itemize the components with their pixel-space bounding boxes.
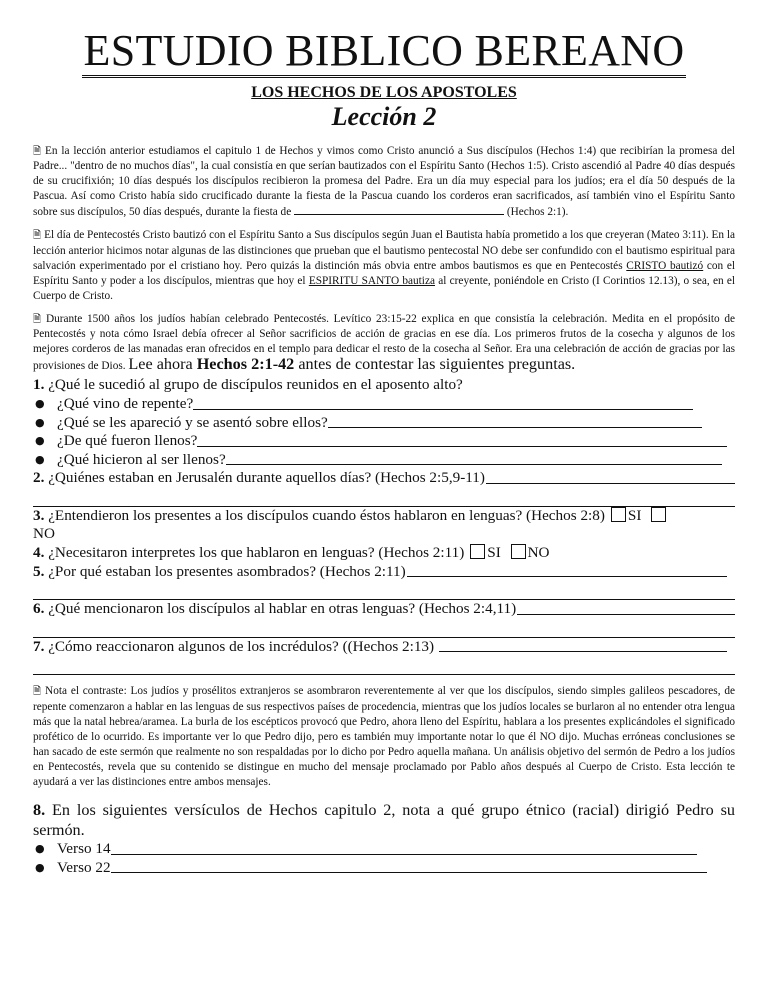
history-text: Durante 1500 años los judíos habían celebrado Pentecostés. Levítico 23:15-22 explica en que consistía la celebración. Medita en el propósito de Pentecostés y nota cómo Israel debía ofrecer al Señor sacrificios de acción de gracias en ese día. Los primeros frutos de la cosecha y algunos de los mejores corderos de las manadas eran ofrecidos en el templo para dedicar el resto de la cosecha al Señor. Era una celebración de acción de gracias por las provisiones de Dios. <box>33 312 735 373</box>
espiritu-bautiza-underline: ESPIRITU SANTO bautiza <box>308 274 435 287</box>
read-instruction: Lee ahora Hechos 2:1-42 antes de contestar las siguientes preguntas. <box>128 355 576 374</box>
answer-line[interactable] <box>517 614 735 615</box>
worksheet-page <box>33 28 735 877</box>
header <box>33 28 735 130</box>
answer-line[interactable] <box>33 488 735 507</box>
questions-section <box>33 376 735 675</box>
lesson-title: Lección 2 <box>331 102 437 131</box>
bullet-dot: ● <box>35 396 45 410</box>
no-checkbox[interactable] <box>511 544 526 559</box>
question-8: 8. En los siguientes versículos de Hechos capitulo 2, nota a qué grupo étnico (racial) dirigió Pedro su sermón. <box>33 801 736 840</box>
pentecost-text-a: El día de Pentecostés Cristo bautizó con el Espíritu Santo a Sus discípulos según Juan el Bautista había prometido a los que creyeran (Mateo 3:11). En la lección anterior hicimos notar algunas de las distinciones que prueban que el bautismo pentecostal NO debe ser confundido con el bautismo espiritual para salvación experimentado por el cristiano hoy. Pero quizás la distinción más obvia entre ambos bautismos es que en Pentecostés <box>33 229 736 272</box>
document-icon: 🗎 <box>33 146 43 157</box>
document-icon: 🗎 <box>33 230 42 242</box>
no-checkbox[interactable] <box>651 507 666 522</box>
book-subtitle: LOS HECHOS DE LOS APOSTOLES <box>251 84 517 101</box>
bullet-dot: ● <box>35 434 45 448</box>
bullet-dot: ● <box>35 842 45 856</box>
answer-line[interactable] <box>111 872 707 873</box>
document-icon: 🗎 <box>33 313 43 325</box>
question-2: 2. ¿Quiénes estaban en Jerusalén durante aquellos días? (Hechos 2:5,9-11) <box>33 469 735 488</box>
pentecost-text-b: con el Espíritu Santo y poder a los discípulos, mientras que hoy el <box>33 259 736 287</box>
intro-text: En la lección anterior estudiamos el capitulo 1 de Hechos y vimos como Cristo anunció a Sus discípulos (Hechos 1:4) que recibirían la promesa del Padre... "dentro de no muchos días", la cual consistía en que serían bautizados con el Espíritu Santo (Hechos 1:5). Cristo ascendió al Padre 40 días después de su crucifixión; 10 días después los discípulos recibieron la promesa del Padre. Era un día muy especial para los judíos; era el día 50 después de la Pascua. Así como Cristo había sido crucificado durante la fiesta de la Pascua cuando los corderos eran sacrificados, así también vino el Espíritu Santo sobre sus discípulos, 50 días después, durante la fiesta de <box>33 145 735 219</box>
pentecost-text-c: al creyente, poniéndole en Cristo (I Corintios 12.13), o sea, en el Cuerpo de Cristo. <box>33 274 736 302</box>
answer-line[interactable] <box>33 581 735 600</box>
yes-checkbox[interactable] <box>611 507 626 522</box>
question-6: 6. ¿Qué mencionaron los discípulos al hablar en otras lenguas? (Hechos 2:4,11) <box>33 600 735 619</box>
question-8-section <box>33 800 735 877</box>
question-3: 3. ¿Entendieron los presentes a los discípulos cuando éstos hablaron en lenguas? (Hechos 2:8) SI NO <box>33 507 735 544</box>
answer-line[interactable] <box>328 427 702 428</box>
contrast-note <box>33 684 735 790</box>
answer-line[interactable] <box>486 483 735 484</box>
history-paragraph <box>33 312 735 374</box>
answer-line[interactable] <box>111 854 697 855</box>
document-icon: 🗎 <box>33 686 43 698</box>
question-1d: ● ¿Qué hicieron al ser llenos? <box>33 451 735 470</box>
intro-paragraph <box>33 144 735 220</box>
question-5: 5. ¿Por qué estaban los presentes asombrados? (Hechos 2:11) <box>33 563 735 582</box>
contrast-note-text: Nota el contraste: Los judíos y prosélitos extranjeros se asombraron reverentemente al ver que los discípulos, siendo simples galileos pescadores, de repente comenzaron a hablar en las lenguas de sus respectivos países de procedencia, mientras que los judíos locales se burlaron al no entender otra lengua más que la natal hebrea/aramea. La burla de los escépticos provocó que Pedro, ahora lleno del Espíritu, hablara a los presentes explicándoles el significado profético de lo ocurrido. Es importante ver lo que Pedro dijo, pero es también muy importante notar lo que él NO dijo. Muchas erróneas conclusiones se han sacado de este sermón que realmente no son respaldadas por lo dicho por Pedro aquella mañana. Un análisis objetivo del sermón de Pedro a los judíos en Pentecostés, revela que su contenido se distingue en mucho del mensaje proclamado por Pablo años después al Cuerpo de Cristo. Esta lección te ayudará a ver las distinciones entre ambos mensajes. <box>33 685 735 788</box>
bullet-dot: ● <box>35 415 45 429</box>
read-reference: Hechos 2:1-42 <box>196 355 295 374</box>
bullet-dot: ● <box>35 860 45 874</box>
answer-line[interactable] <box>439 651 727 652</box>
intro-ref: (Hechos 2:1). <box>506 206 569 219</box>
page-title: ESTUDIO BIBLICO BEREANO <box>82 28 687 78</box>
question-1a: ● ¿Qué vino de repente? <box>33 395 735 414</box>
answer-line[interactable] <box>33 619 735 638</box>
yes-checkbox[interactable] <box>470 544 485 559</box>
question-1c: ● ¿De qué fueron llenos? <box>33 432 735 451</box>
question-1: 1. ¿Qué le sucedió al grupo de discípulos reunidos en el aposento alto? <box>33 376 463 394</box>
answer-line[interactable] <box>33 656 735 675</box>
question-1b: ● ¿Qué se les apareció y se asentó sobre ellos? <box>33 414 735 433</box>
pentecost-paragraph <box>33 228 735 303</box>
verse-22-item: ● Verso 22 <box>33 859 735 878</box>
cristo-bautizo-underline: CRISTO bautizó <box>626 259 704 272</box>
feast-blank[interactable] <box>294 204 504 215</box>
answer-line[interactable] <box>407 576 727 577</box>
answer-line[interactable] <box>197 446 727 447</box>
bullet-dot: ● <box>35 452 45 466</box>
verse-14-item: ● Verso 14 <box>33 840 735 859</box>
question-4: 4. ¿Necesitaron interpretes los que hablaron en lenguas? (Hechos 2:11) SI NO <box>33 544 550 562</box>
question-7: 7. ¿Cómo reaccionaron algunos de los incrédulos? ((Hechos 2:13) <box>33 638 735 657</box>
answer-line[interactable] <box>226 464 722 465</box>
answer-line[interactable] <box>193 409 693 410</box>
